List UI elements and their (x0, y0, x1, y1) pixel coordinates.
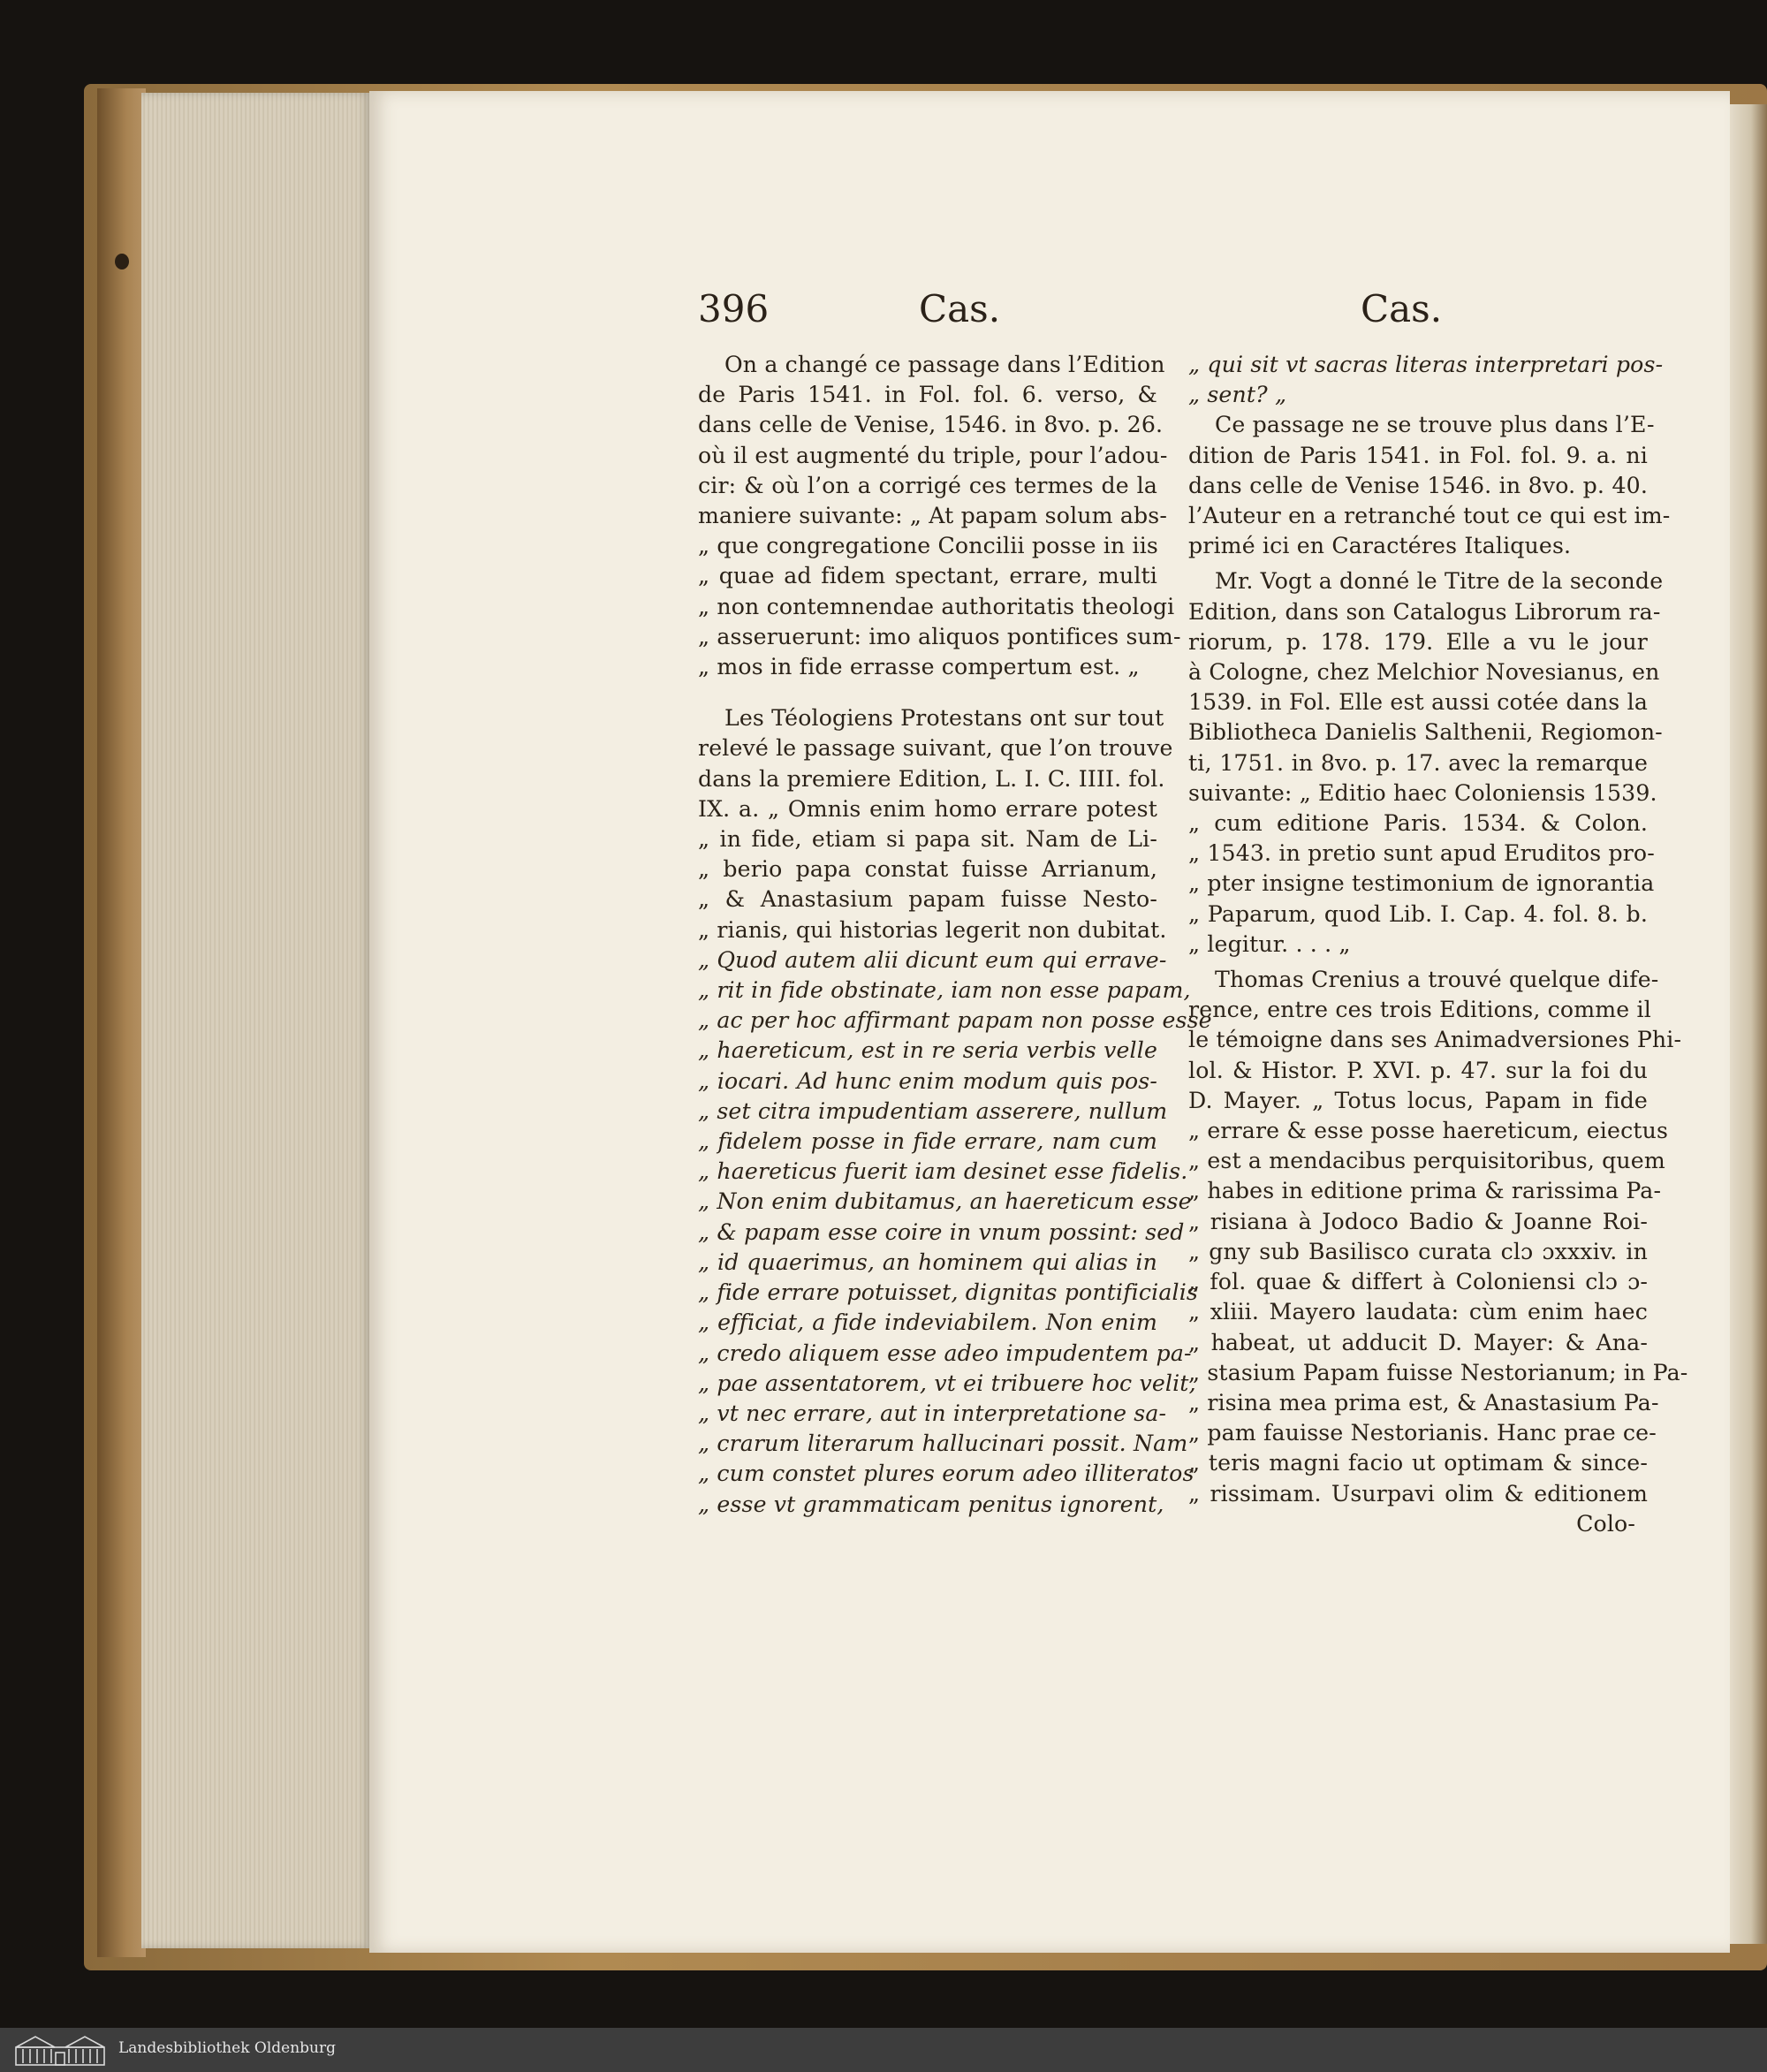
text-line: primé ici en Caractéres Italiques. (1188, 533, 1572, 559)
text-line: „ fide errare potuisset, dignitas pontificialis (698, 1279, 1198, 1306)
text-line: „ cum constet plures eorum adeo illiteratos (698, 1461, 1194, 1487)
text-line: „ credo aliquem esse adeo impudentem pa- (698, 1340, 1192, 1366)
text-line: „ ac per hoc affirmant papam non posse esse (698, 1007, 1212, 1034)
text-line: „ berio papa constat fuisse Arrianum, (698, 856, 1157, 883)
text-line: „ Non enim dubitamus, an haereticum esse (698, 1188, 1192, 1215)
text-line: „ pae assentatorem, vt ei tribuere hoc velit, (698, 1370, 1196, 1396)
text-line: „ que congregatione Concilii posse in iis (698, 533, 1159, 559)
text-line: D. Mayer. „ Totus locus, Papam in fide (1188, 1087, 1648, 1113)
text-line: „ set citra impudentiam asserere, nullum (698, 1097, 1168, 1124)
text-line: „ esse vt grammaticam penitus ignorent, (698, 1491, 1164, 1517)
text-column-right (1188, 350, 1688, 1539)
binding-hole (115, 254, 129, 269)
text-line: où il est augmenté du triple, pour l’adou- (698, 442, 1168, 468)
library-name: Landesbibliothek Oldenburg (118, 2039, 337, 2057)
text-line: „ fidelem posse in fide errare, nam cum (698, 1128, 1157, 1155)
text-line: „ gny sub Basilisco curata clɔ ɔxxxiv. in (1188, 1238, 1648, 1264)
text-line: maniere suivante: „ At papam solum abs- (698, 503, 1168, 529)
text-line: à Cologne, chez Melchior Novesianus, en (1188, 659, 1660, 686)
text-line: „ habeat, ut adducit D. Mayer: & Ana- (1188, 1329, 1648, 1355)
text-line: „ Paparum, quod Lib. I. Cap. 4. fol. 8. b. (1188, 900, 1648, 927)
text-line: „ pter insigne testimonium de ignorantia (1188, 870, 1655, 897)
text-line: „ haereticus fuerit iam desinet esse fidelis. (698, 1158, 1188, 1185)
text-line: „ id quaerimus, an hominem qui alias in (698, 1249, 1157, 1275)
page-number: 396 (698, 287, 770, 330)
text-line: „ est a mendacibus perquisitoribus, quem (1188, 1148, 1665, 1174)
text-line: Bibliotheca Danielis Salthenii, Regiomon- (1188, 719, 1663, 746)
text-line: „ vt nec errare, aut in interpretatione sa- (698, 1400, 1167, 1426)
text-line: le témoigne dans ses Animadversiones Phi- (1188, 1027, 1682, 1053)
text-line: cir: & où l’on a corrigé ces termes de la (698, 472, 1157, 498)
text-line: suivante: „ Editio haec Coloniensis 1539. (1188, 779, 1657, 806)
text-line: „ & papam esse coire in vnum possint: sed (698, 1218, 1185, 1245)
text-column-left (698, 350, 1212, 1520)
next-page-edge (1727, 104, 1767, 1944)
text-line: Mr. Vogt a donné le Titre de la seconde (1215, 568, 1664, 595)
text-line: „ teris magni facio ut optimam & since- (1188, 1450, 1648, 1476)
text-line: „ fol. quae & differt à Coloniensi clɔ ɔ- (1188, 1269, 1648, 1295)
text-line: IX. a. „ Omnis enim homo errare potest (698, 795, 1157, 822)
paragraph-gap (698, 682, 1157, 703)
text-line: „ risina mea prima est, & Anastasium Pa- (1188, 1389, 1659, 1415)
text-line: „ quae ad fidem spectant, errare, multi (698, 563, 1157, 589)
text-line: „ xliii. Mayero laudata: cùm enim haec (1188, 1299, 1648, 1325)
text-line: Les Téologiens Protestans ont sur tout (724, 705, 1164, 732)
text-line: „ rissimam. Usurpavi olim & editionem (1188, 1480, 1648, 1507)
library-building-logo (14, 2033, 106, 2067)
text-line: „ Quod autem alii dicunt eum qui errave- (698, 946, 1167, 973)
text-line: „ pam fauisse Nestorianis. Hanc prae ce- (1188, 1420, 1657, 1446)
text-line: de Paris 1541. in Fol. fol. 6. verso, & (698, 382, 1157, 408)
text-line: ti, 1751. in 8vo. p. 17. avec la remarque (1188, 749, 1648, 776)
text-line: 1539. in Fol. Elle est aussi cotée dans la (1188, 689, 1648, 716)
running-head-right: Cas. (1361, 287, 1443, 330)
text-line: „ 1543. in pretio sunt apud Eruditos pro- (1188, 840, 1655, 867)
text-line: Edition, dans son Catalogus Librorum ra- (1188, 598, 1661, 625)
text-line: „ asseruerunt: imo aliquos pontifices sum- (698, 623, 1181, 649)
footer-bar (0, 2028, 1767, 2072)
text-line: „ iocari. Ad hunc enim modum quis pos- (698, 1067, 1157, 1094)
text-line: „ haereticum, est in re seria verbis velle (698, 1037, 1157, 1064)
text-line: „ crarum literarum hallucinari possit. Nam (698, 1431, 1188, 1457)
text-line: lol. & Histor. P. XVI. p. 47. sur la foi du (1188, 1057, 1648, 1083)
text-line: rence, entre ces trois Editions, comme il (1188, 997, 1651, 1023)
text-line: „ legitur. . . . „ (1188, 930, 1351, 957)
text-line: „ mos in fide errasse compertum est. „ (698, 654, 1140, 680)
text-line: „ efficiat, a fide indeviabilem. Non enim (698, 1309, 1157, 1336)
running-head-left: Cas. (919, 287, 1001, 330)
text-line: „ habes in editione prima & rarissima Pa- (1188, 1178, 1662, 1204)
text-line: „ stasium Papam fuisse Nestorianum; in Pa- (1188, 1359, 1688, 1385)
text-line: l’Auteur en a retranché tout ce qui est im- (1188, 503, 1671, 529)
cover-edge (97, 88, 146, 1957)
text-line: „ risiana à Jodoco Badio & Joanne Roi- (1188, 1208, 1648, 1234)
text-line: riorum, p. 178. 179. Elle a vu le jour (1188, 628, 1648, 655)
text-line: dans la premiere Edition, L. I. C. IIII. fol. (698, 765, 1165, 792)
text-line: „ rianis, qui historias legerit non dubitat. (698, 916, 1167, 943)
text-line: relevé le passage suivant, que l’on trouve (698, 735, 1173, 762)
text-line: „ sent? „ (1188, 382, 1287, 408)
catchword: Colo- (1576, 1510, 1635, 1537)
text-line: „ cum editione Paris. 1534. & Colon. (1188, 810, 1648, 837)
page-block-edge (141, 93, 371, 1948)
text-line: „ qui sit vt sacras literas interpretari pos- (1188, 352, 1664, 377)
text-line: dans celle de Venise 1546. in 8vo. p. 40. (1188, 472, 1648, 498)
text-line: „ errare & esse posse haereticum, eiectus (1188, 1118, 1669, 1144)
text-line: Thomas Crenius a trouvé quelque dife- (1215, 967, 1659, 993)
text-line: Ce passage ne se trouve plus dans l’E- (1215, 412, 1655, 438)
text-line: On a changé ce passage dans l’Edition (724, 352, 1165, 377)
text-line: „ non contemnendae authoritatis theologi (698, 593, 1175, 619)
text-line: „ & Anastasium papam fuisse Nesto- (698, 886, 1157, 913)
text-line: „ in fide, etiam si papa sit. Nam de Li- (698, 826, 1157, 853)
text-line: dition de Paris 1541. in Fol. fol. 9. a. ni (1188, 442, 1648, 468)
text-line: dans celle de Venise, 1546. in 8vo. p. 26. (698, 412, 1164, 438)
text-line: „ rit in fide obstinate, iam non esse papam, (698, 977, 1191, 1004)
